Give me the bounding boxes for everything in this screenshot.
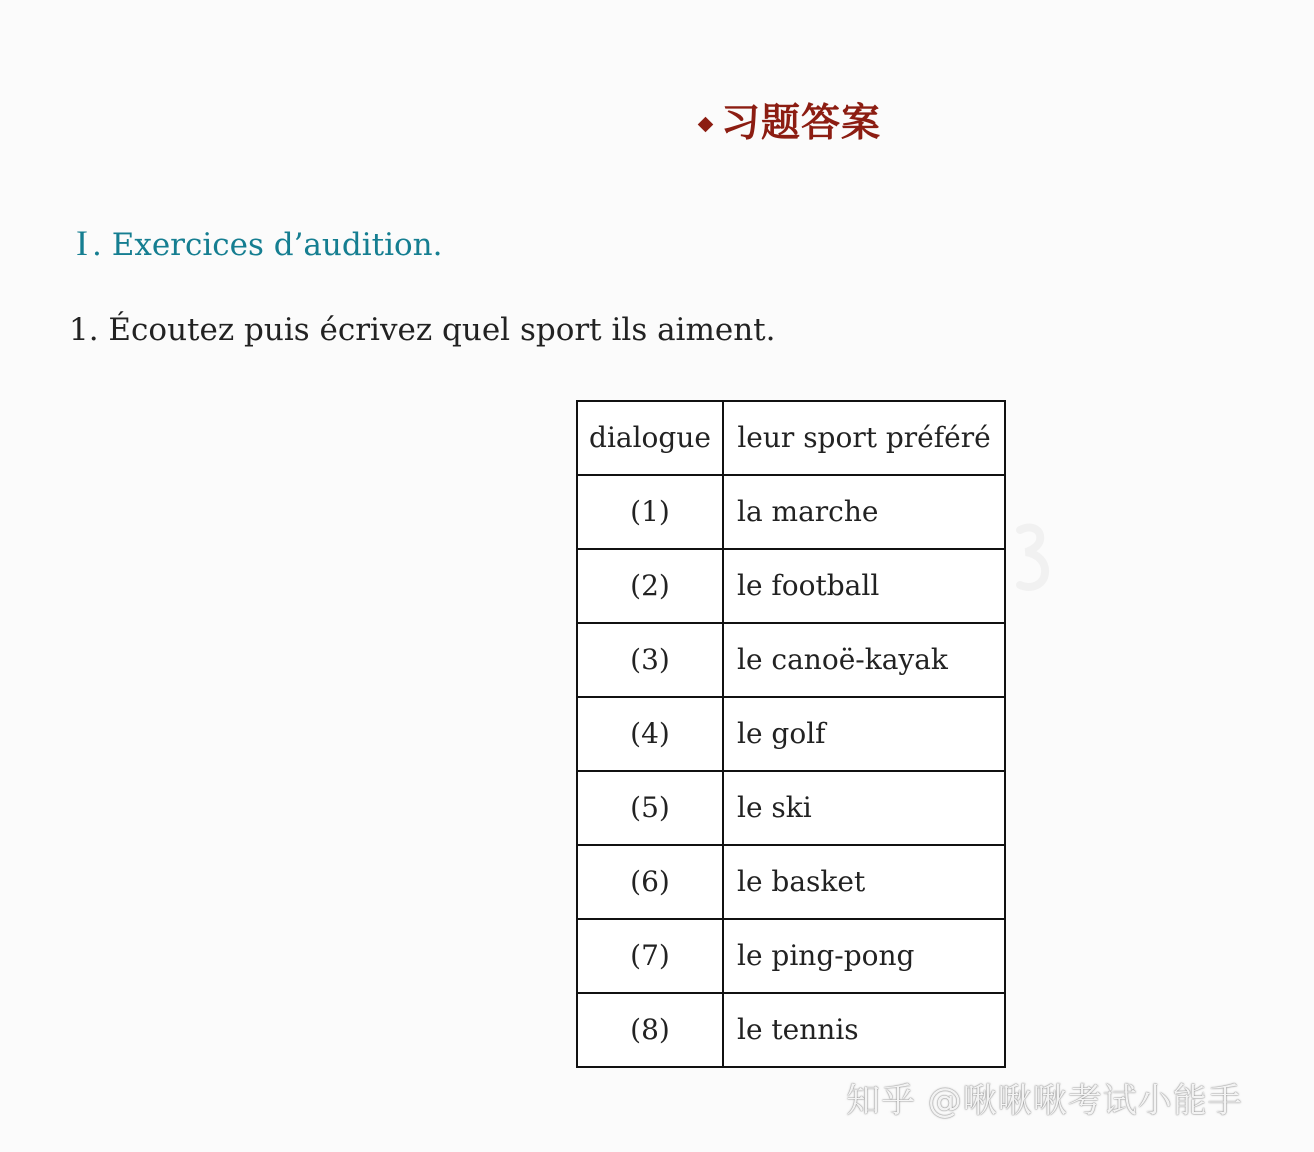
sport-cell: le football [723, 549, 1005, 623]
sport-cell: le basket [723, 845, 1005, 919]
dialogue-cell: (8) [577, 993, 723, 1067]
sport-cell: le tennis [723, 993, 1005, 1067]
answer-table [576, 400, 1006, 1068]
table-row [577, 623, 1005, 697]
dialogue-cell: (1) [577, 475, 723, 549]
section-title-text: . Exercices d’audition. [92, 227, 443, 263]
table-header-sport: leur sport préféré [723, 401, 1005, 475]
exercise-instruction: 1. Écoutez puis écrivez quel sport ils aiment. [69, 312, 776, 348]
table-row [577, 993, 1005, 1067]
table-header-dialogue: dialogue [577, 401, 723, 475]
table-row [577, 697, 1005, 771]
page-heading-group [700, 101, 882, 146]
sport-cell: le ski [723, 771, 1005, 845]
sport-cell: le ping-pong [723, 919, 1005, 993]
table-row [577, 771, 1005, 845]
table-header-row [577, 401, 1005, 475]
zhihu-logo-icon [1012, 522, 1054, 592]
table-row [577, 549, 1005, 623]
dialogue-cell: (5) [577, 771, 723, 845]
diamond-bullet-icon [698, 117, 714, 133]
dialogue-cell: (6) [577, 845, 723, 919]
section-roman-numeral: I [76, 223, 88, 263]
dialogue-cell: (7) [577, 919, 723, 993]
section-title [76, 222, 443, 265]
dialogue-cell: (2) [577, 549, 723, 623]
page-heading: 习题答案 [721, 101, 882, 146]
sport-cell: le canoë-kayak [723, 623, 1005, 697]
dialogue-cell: (4) [577, 697, 723, 771]
watermark-text: 知乎 @啾啾啾考试小能手 [846, 1081, 1243, 1121]
sport-cell: la marche [723, 475, 1005, 549]
table-row [577, 475, 1005, 549]
table-row [577, 919, 1005, 993]
dialogue-cell: (3) [577, 623, 723, 697]
table-row [577, 845, 1005, 919]
sport-cell: le golf [723, 697, 1005, 771]
